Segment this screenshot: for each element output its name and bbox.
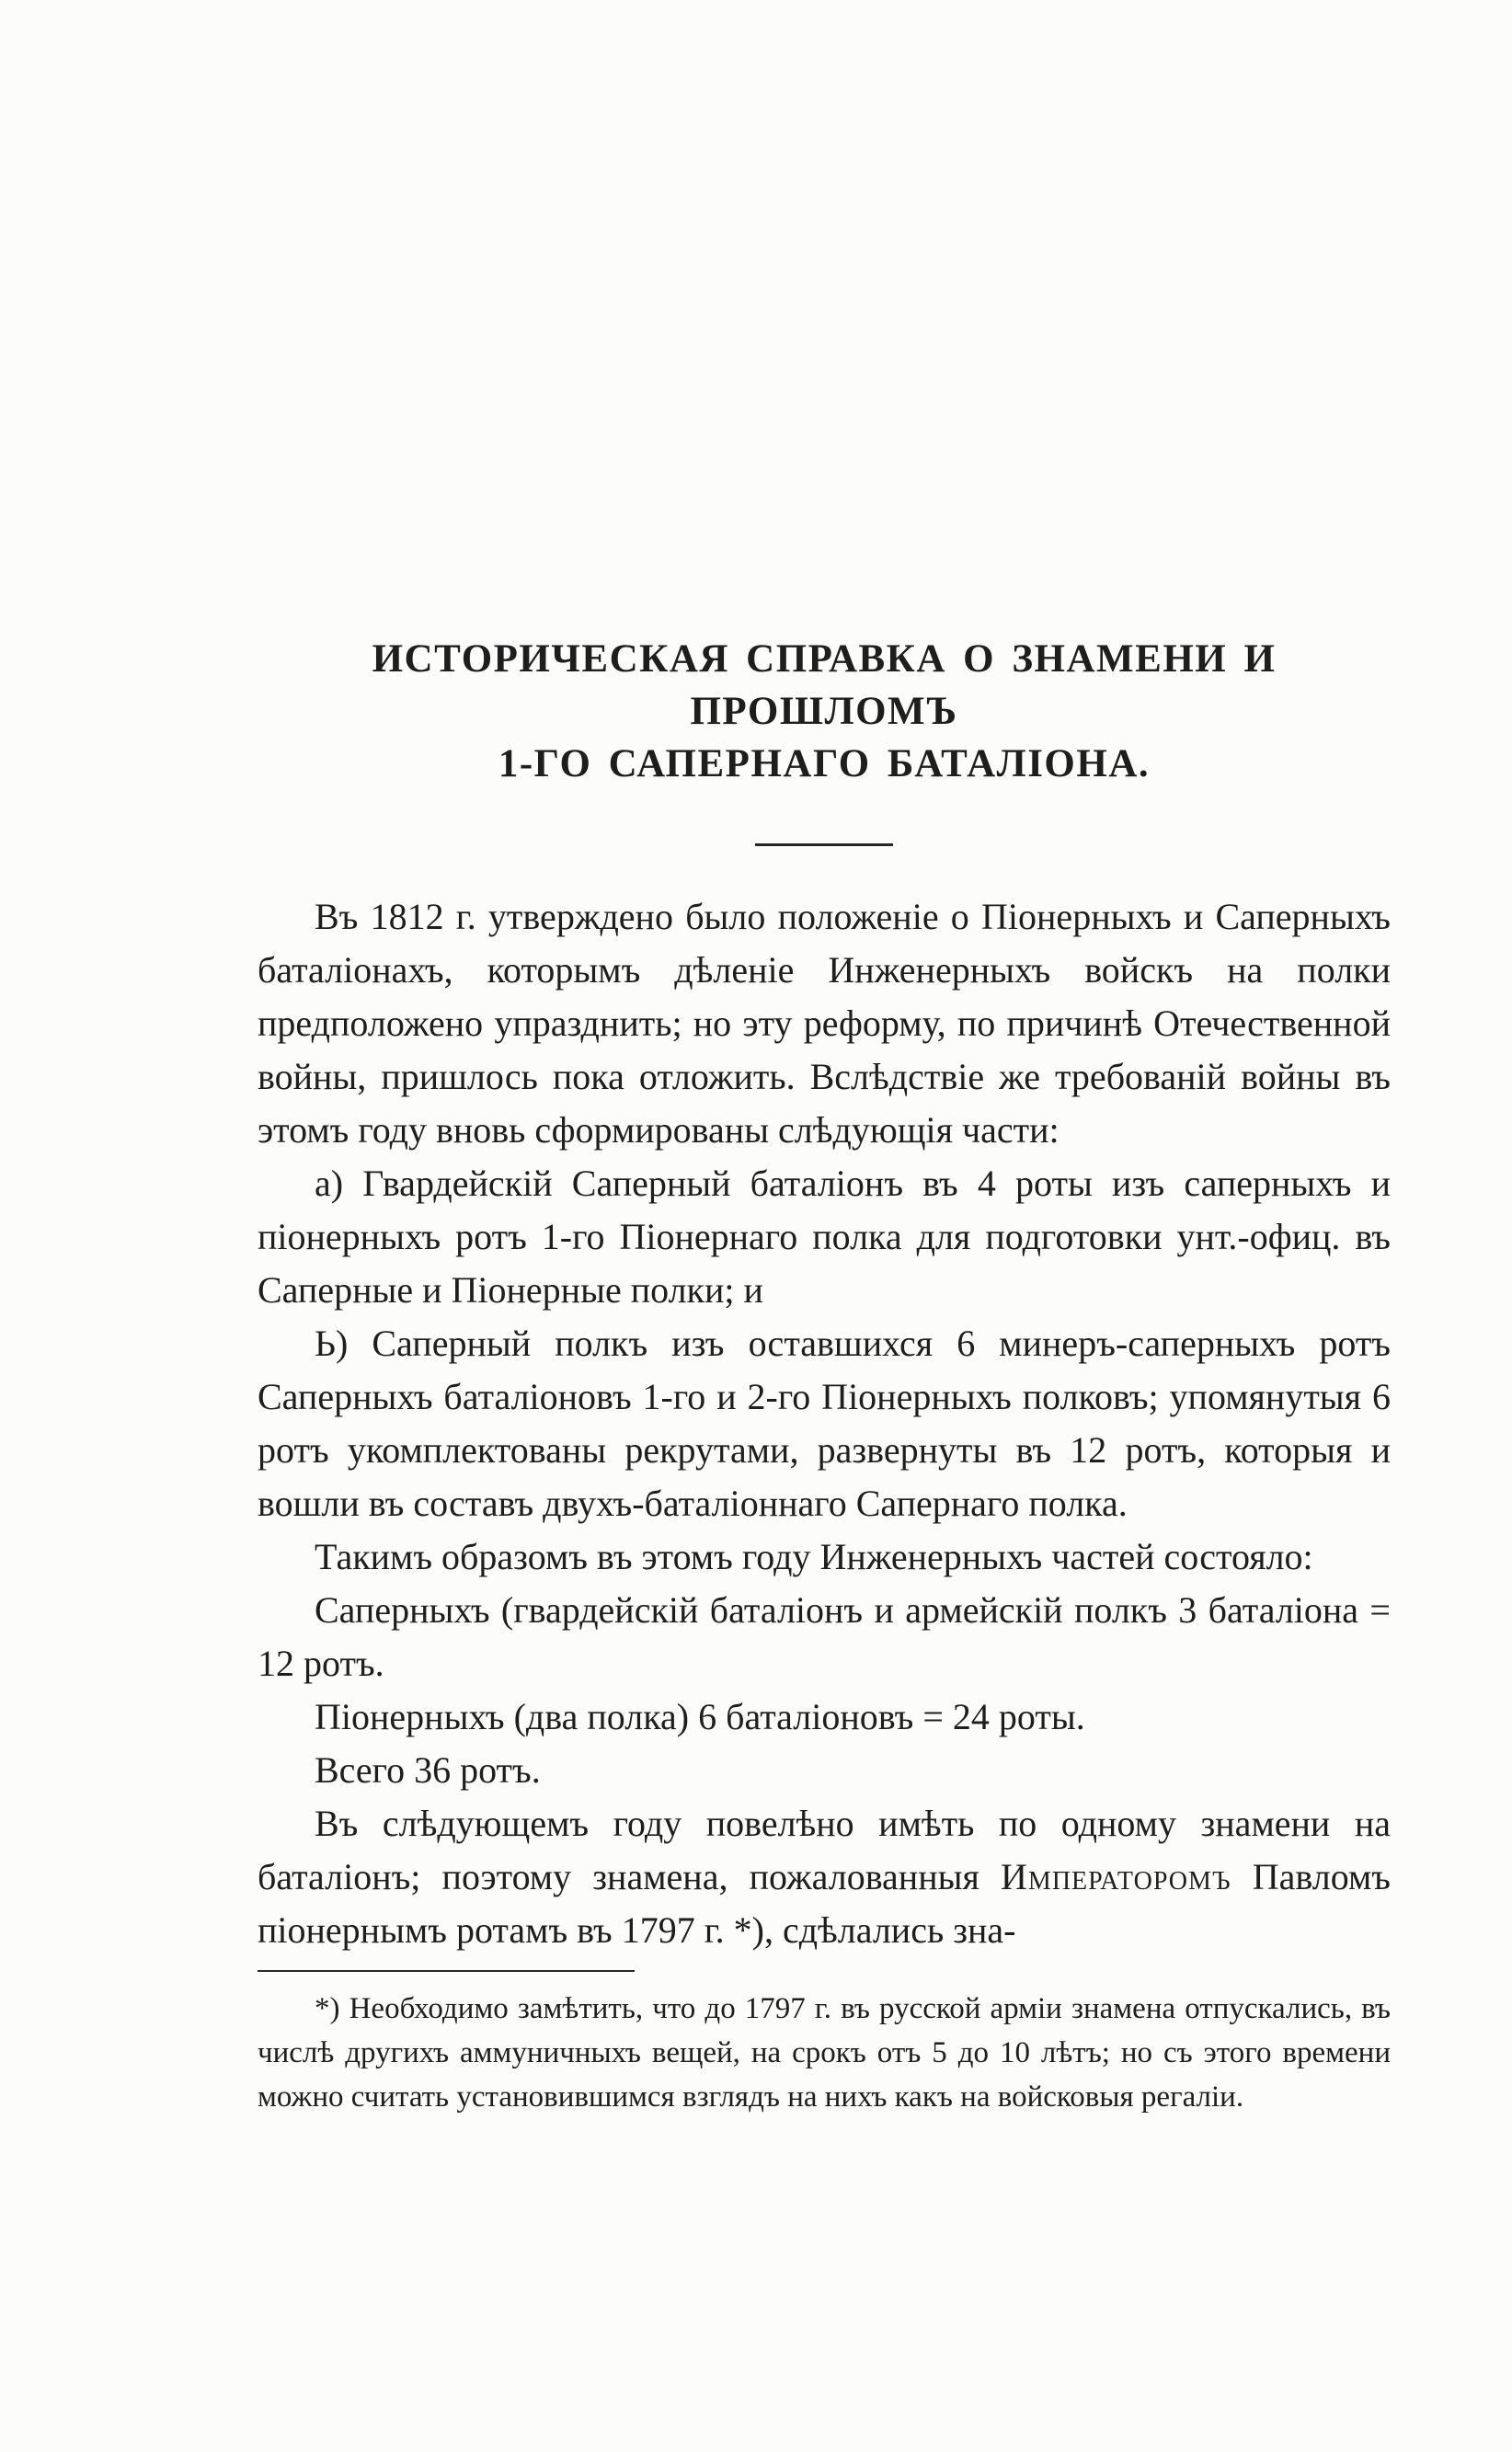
run-text: Такимъ образомъ въ этомъ году Инженерныхъ частей состояло: [315,1536,1313,1577]
run-text: Въ слѣдующемъ году повелѣно имѣть по одному знамени на баталіонъ; поэтому знамена, пожалованныя [258,1803,1391,1897]
title-divider [755,843,893,846]
paragraph [258,1690,1391,1744]
paragraph [258,1530,1391,1584]
run-text: Саперныхъ (гвардейскій баталіонъ и армейскій полкъ 3 баталіона = 12 ротъ. [258,1589,1391,1684]
run-text: Павломъ піонернымъ ротамъ въ 1797 г. *), сдѣлались зна- [258,1856,1391,1951]
run-text: Піонерныхъ (два полка) 6 баталіоновъ = 24 роты. [315,1696,1085,1737]
text-block [258,633,1391,2119]
footnote-divider [258,1970,635,1972]
title-line-2: 1-ГО САПЕРНАГО БАТАЛІОНА. [498,742,1151,785]
footnote [258,1987,1391,2119]
page-title [258,633,1391,790]
body-text [258,890,1391,1957]
run-text: Всего 36 ротъ. [315,1749,541,1791]
title-line-1: ИСТОРИЧЕСКАЯ СПРАВКА О ЗНАМЕНИ И ПРОШЛОМЪ [372,637,1277,733]
footnote-text: *) Необходимо замѣтить, что до 1797 г. въ русской арміи знамена отпускались, въ числѣ другихъ аммуничныхъ вещей, на срокъ отъ 5 до 10 лѣтъ; но съ этого времени можно считать установившимся взглядъ на нихъ какъ на войсковыя регаліи. [258,1992,1391,2114]
run-text: а) Гвардейскій Саперный баталіонъ въ 4 роты изъ саперныхъ и піонерныхъ ротъ 1-го Піонернаго полка для подготовки унт.-офиц. въ Саперные и Піонерные полки; и [258,1163,1391,1311]
paragraph [258,1584,1391,1690]
paragraph [258,1157,1391,1317]
paragraph [258,890,1391,1157]
paragraph [258,1797,1391,1957]
paragraph [258,1744,1391,1797]
smallcaps-text: Императоромъ [1001,1856,1231,1897]
run-text: Въ 1812 г. утверждено было положеніе о Піонерныхъ и Саперныхъ баталіонахъ, которымъ дѣленіе Инженерныхъ войскъ на полки предположено упразднить; но эту реформу, по причинѣ Отечественной войны, пришлось пока отложить. Вслѣдствіе же требованій войны въ этомъ году вновь сформированы слѣдующія части: [258,896,1391,1151]
run-text: Ь) Саперный полкъ изъ оставшихся 6 минеръ-саперныхъ ротъ Саперныхъ баталіоновъ 1-го и 2-го Піонерныхъ полковъ; упомянутыя 6 ротъ укомплектованы рекрутами, развернуты въ 12 ротъ, которыя и вошли въ составъ двухъ-баталіоннаго Сапернаго полка. [258,1323,1391,1524]
paragraph [258,1317,1391,1530]
